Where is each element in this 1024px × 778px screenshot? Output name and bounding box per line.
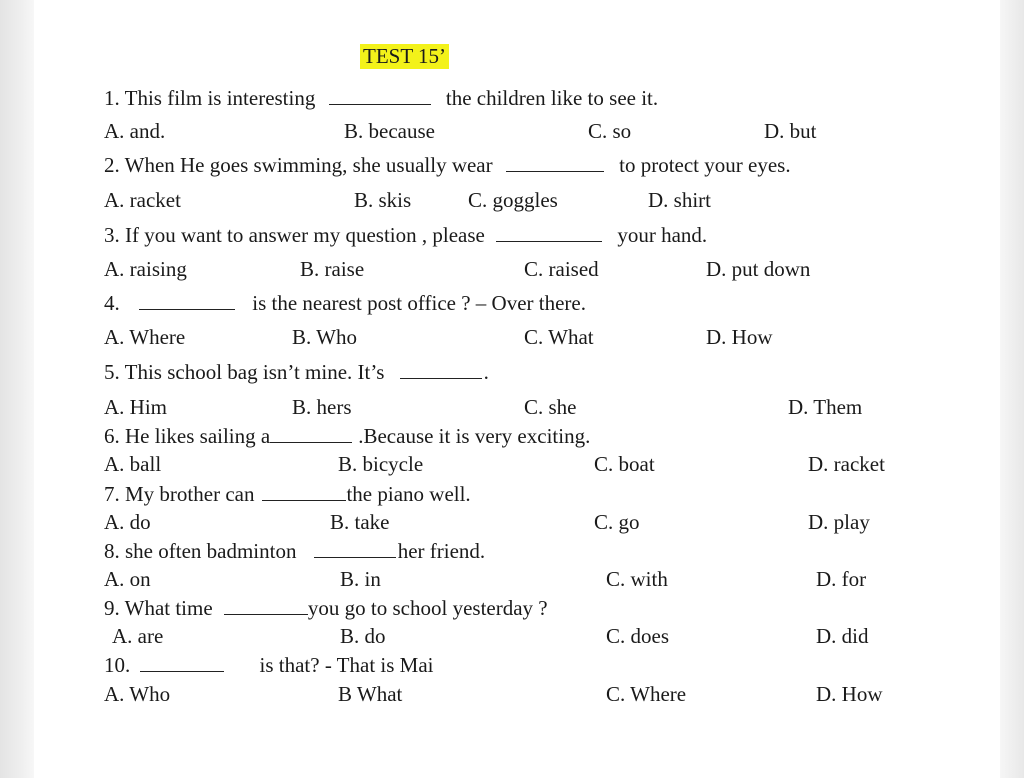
option-6a: A. ball (104, 452, 162, 476)
option-4a: A. Where (104, 325, 186, 349)
answer-blank (224, 596, 308, 615)
option-3c: C. raised (524, 257, 599, 281)
option-2a: A. racket (104, 188, 181, 212)
option-10c: C. Where (606, 682, 687, 706)
answer-blank (400, 360, 482, 379)
question-8-stem: 8. she often badminton her friend. (104, 539, 486, 563)
answer-blank (506, 153, 604, 172)
option-3d: D. put down (706, 257, 811, 281)
option-10a: A. Who (104, 682, 171, 706)
question-7-stem: 7. My brother can the piano well. (104, 482, 471, 506)
option-3b: B. raise (300, 257, 365, 281)
option-5c: C. she (524, 395, 577, 419)
option-8d: D. for (816, 567, 867, 591)
option-5d: D. Them (788, 395, 863, 419)
option-2c: C. goggles (468, 188, 558, 212)
question-2-stem: 2. When He goes swimming, she usually wear to protect your eyes. (104, 153, 791, 177)
option-10b: B What (338, 682, 403, 706)
option-9c: C. does (606, 624, 669, 648)
question-9-stem: 9. What time you go to school yesterday ? (104, 596, 548, 620)
answer-blank (140, 653, 224, 672)
option-1b: B. because (344, 119, 435, 143)
question-1-stem: 1. This film is interesting the children like to see it. (104, 86, 659, 110)
question-5-stem: 5. This school bag isn’t mine. It’s . (104, 360, 489, 384)
option-7c: C. go (594, 510, 640, 534)
question-3-stem: 3. If you want to answer my question , please your hand. (104, 223, 708, 247)
option-5b: B. hers (292, 395, 352, 419)
option-4c: C. What (524, 325, 594, 349)
option-7d: D. play (808, 510, 870, 534)
option-8b: B. in (340, 567, 381, 591)
option-9b: B. do (340, 624, 386, 648)
right-page-edge (1000, 0, 1024, 778)
answer-blank (329, 86, 431, 105)
answer-blank (139, 291, 235, 310)
option-2b: B. skis (354, 188, 412, 212)
question-4-stem: 4. is the nearest post office ? – Over there. (104, 291, 586, 315)
option-6c: C. boat (594, 452, 655, 476)
option-5a: A. Him (104, 395, 167, 419)
option-8a: A. on (104, 567, 151, 591)
option-6b: B. bicycle (338, 452, 424, 476)
option-7a: A. do (104, 510, 151, 534)
answer-blank (314, 539, 396, 558)
option-3a: A. raising (104, 257, 187, 281)
answer-blank (496, 223, 602, 242)
option-1a: A. and. (104, 119, 166, 143)
option-9a: A. are (112, 624, 164, 648)
option-1d: D. but (764, 119, 817, 143)
test-title: TEST 15’ (360, 44, 449, 69)
option-7b: B. take (330, 510, 390, 534)
option-9d: D. did (816, 624, 869, 648)
answer-blank (270, 424, 352, 443)
option-6d: D. racket (808, 452, 885, 476)
option-8c: C. with (606, 567, 668, 591)
question-10-stem: 10. is that? - That is Mai (104, 653, 434, 677)
option-4b: B. Who (292, 325, 357, 349)
question-6-stem: 6. He likes sailing a .Because it is very exciting. (104, 424, 591, 448)
option-4d: D. How (706, 325, 773, 349)
option-2d: D. shirt (648, 188, 711, 212)
left-page-edge (0, 0, 34, 778)
answer-blank (262, 482, 346, 501)
option-10d: D. How (816, 682, 883, 706)
option-1c: C. so (588, 119, 632, 143)
